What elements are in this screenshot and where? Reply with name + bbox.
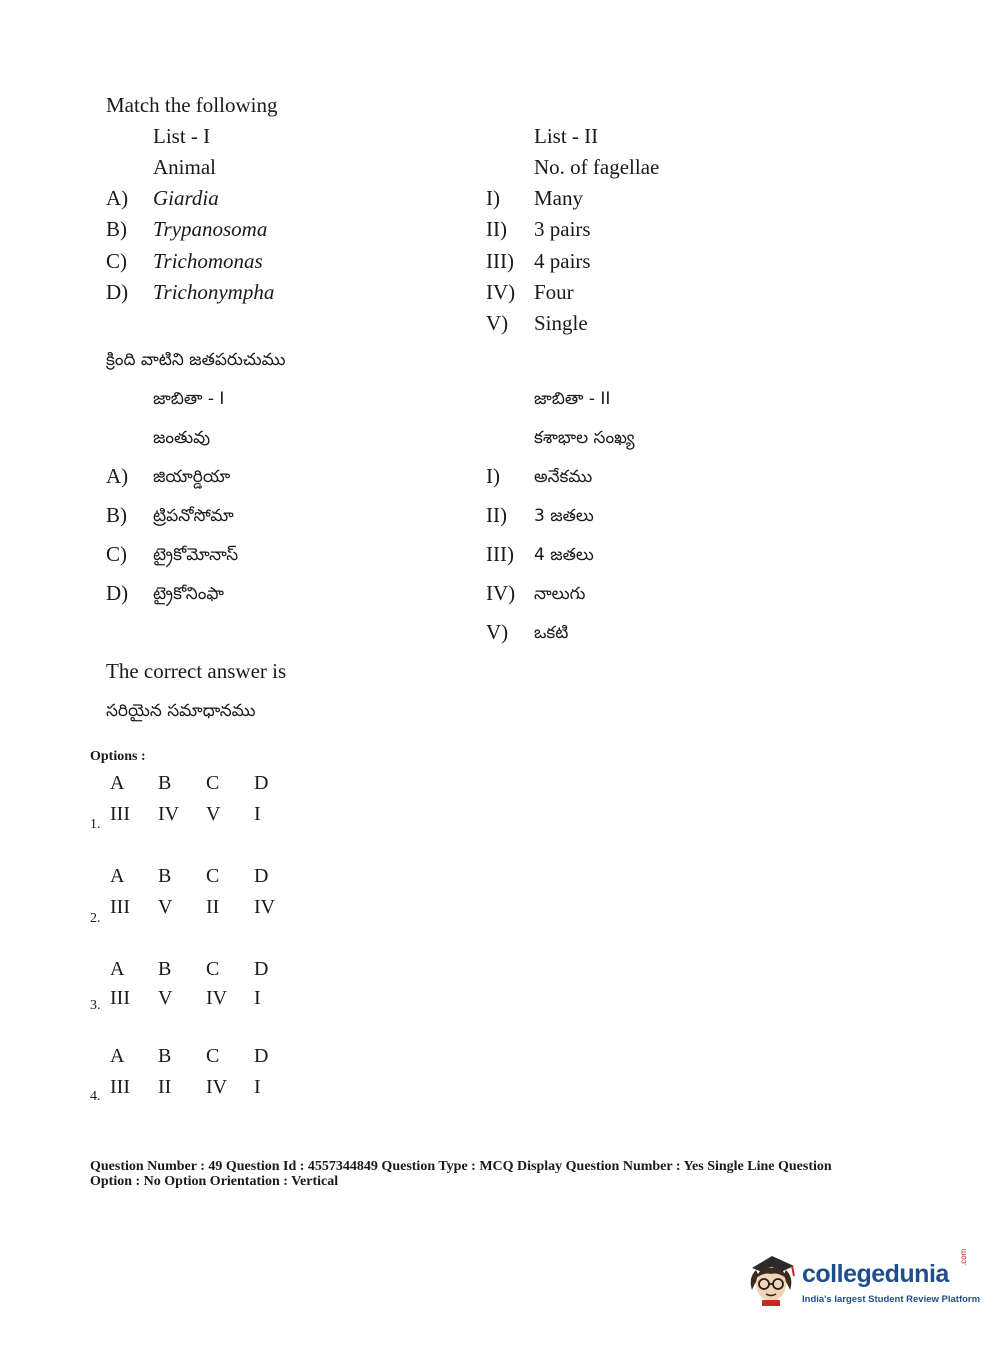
option-header-c: C (206, 865, 220, 887)
flagella-en-iii: 4 pairs (534, 249, 591, 273)
animal-te-a: జియార్డియా (153, 467, 231, 487)
letter-d-en: D) (106, 280, 129, 304)
option-value: III (110, 896, 130, 918)
list1-sub-te: జంతువు (153, 428, 211, 448)
answer-prompt-te: సరియైన సమాధానము (106, 701, 256, 721)
option-number: 3. (90, 998, 101, 1013)
numeral-ii-en: II) (486, 217, 507, 241)
brand-name: collegedunia (802, 1260, 949, 1288)
option-header-a: A (110, 958, 125, 980)
list1-header-te: జాబితా - I (153, 389, 225, 409)
numeral-ii-te: II) (486, 503, 507, 527)
flagella-te-iv: నాలుగు (534, 584, 586, 604)
flagella-en-iv: Four (534, 280, 574, 304)
option-header-b: B (158, 1045, 172, 1067)
flagella-en-i: Many (534, 186, 583, 210)
letter-b-en: B) (106, 217, 127, 241)
option-header-d: D (254, 865, 269, 887)
option-header-b: B (158, 865, 172, 887)
animal-en-d: Trichonympha (153, 280, 275, 304)
option-value: IV (254, 896, 276, 918)
question-intro-te: క్రింది వాటిని జతపరుచుము (106, 350, 286, 370)
flagella-te-i: అనేకము (534, 467, 593, 487)
collegedunia-logo (742, 1248, 981, 1312)
animal-en-a: Giardia (153, 186, 219, 210)
letter-c-te: C) (106, 542, 127, 566)
option-value: I (254, 1076, 261, 1098)
question-meta-line2: Option : No Option Orientation : Vertical (90, 1174, 339, 1189)
option-header-c: C (206, 772, 220, 794)
list1-sub-en: Animal (153, 155, 216, 179)
numeral-v-te: V) (486, 620, 509, 644)
option-header-d: D (254, 1045, 269, 1067)
flagella-te-ii: 3 జతలు (534, 506, 594, 526)
option-header-a: A (110, 1045, 125, 1067)
option-header-d: D (254, 958, 269, 980)
flagella-te-iii: 4 జతలు (534, 545, 594, 565)
animal-te-c: ట్రైకోమోనాస్ (153, 545, 239, 565)
animal-en-c: Trichomonas (153, 249, 263, 273)
numeral-iii-te: III) (486, 542, 514, 566)
option-header-b: B (158, 958, 172, 980)
animal-te-d: ట్రైకోనింఫా (153, 584, 224, 604)
brand-dotcom: .com (959, 1248, 968, 1266)
option-value: V (206, 803, 221, 825)
numeral-iv-en: IV) (486, 280, 516, 304)
numeral-iii-en: III) (486, 249, 514, 273)
option-number: 2. (90, 911, 101, 926)
letter-a-en: A) (106, 186, 129, 210)
option-number: 1. (90, 817, 101, 832)
numeral-i-te: I) (486, 464, 500, 488)
letter-b-te: B) (106, 503, 127, 527)
flagella-en-ii: 3 pairs (534, 217, 591, 241)
option-number: 4. (90, 1089, 101, 1104)
option-header-a: A (110, 772, 125, 794)
animal-te-b: ట్రిపనోసోమా (153, 506, 234, 526)
option-value: I (254, 987, 261, 1009)
numeral-v-en: V) (486, 311, 509, 335)
animal-en-b: Trypanosoma (153, 217, 268, 241)
letter-c-en: C) (106, 249, 127, 273)
option-value: IV (206, 1076, 228, 1098)
option-value: III (110, 803, 130, 825)
option-value: V (158, 987, 173, 1009)
list2-sub-en: No. of fagellae (534, 155, 660, 179)
option-header-d: D (254, 772, 269, 794)
option-value: V (158, 896, 173, 918)
option-value: II (206, 896, 220, 918)
list2-sub-te: కశాభాల సంఖ్య (534, 428, 635, 448)
flagella-te-v: ఒకటి (534, 623, 569, 643)
option-value: III (110, 1076, 130, 1098)
flagella-en-v: Single (534, 311, 588, 335)
options-label: Options : (90, 749, 146, 764)
option-header-b: B (158, 772, 172, 794)
answer-prompt-en: The correct answer is (106, 659, 287, 683)
option-value: II (158, 1076, 172, 1098)
option-value: IV (158, 803, 180, 825)
question-intro-en: Match the following (106, 93, 278, 117)
letter-d-te: D) (106, 581, 129, 605)
brand-tagline: India's largest Student Review Platform (802, 1294, 981, 1305)
list1-header-en: List - I (153, 124, 211, 148)
option-header-c: C (206, 1045, 220, 1067)
option-header-a: A (110, 865, 125, 887)
option-value: IV (206, 987, 228, 1009)
letter-a-te: A) (106, 464, 129, 488)
numeral-i-en: I) (486, 186, 500, 210)
mascot-icon (742, 1250, 800, 1308)
option-header-c: C (206, 958, 220, 980)
question-meta-line1: Question Number : 49 Question Id : 4557344849 Question Type : MCQ Display Question Number : Yes Single Line Question (90, 1159, 832, 1174)
option-value: III (110, 987, 130, 1009)
list2-header-en: List - II (534, 124, 599, 148)
list2-header-te: జాబితా - II (534, 389, 611, 409)
option-value: I (254, 803, 261, 825)
numeral-iv-te: IV) (486, 581, 516, 605)
